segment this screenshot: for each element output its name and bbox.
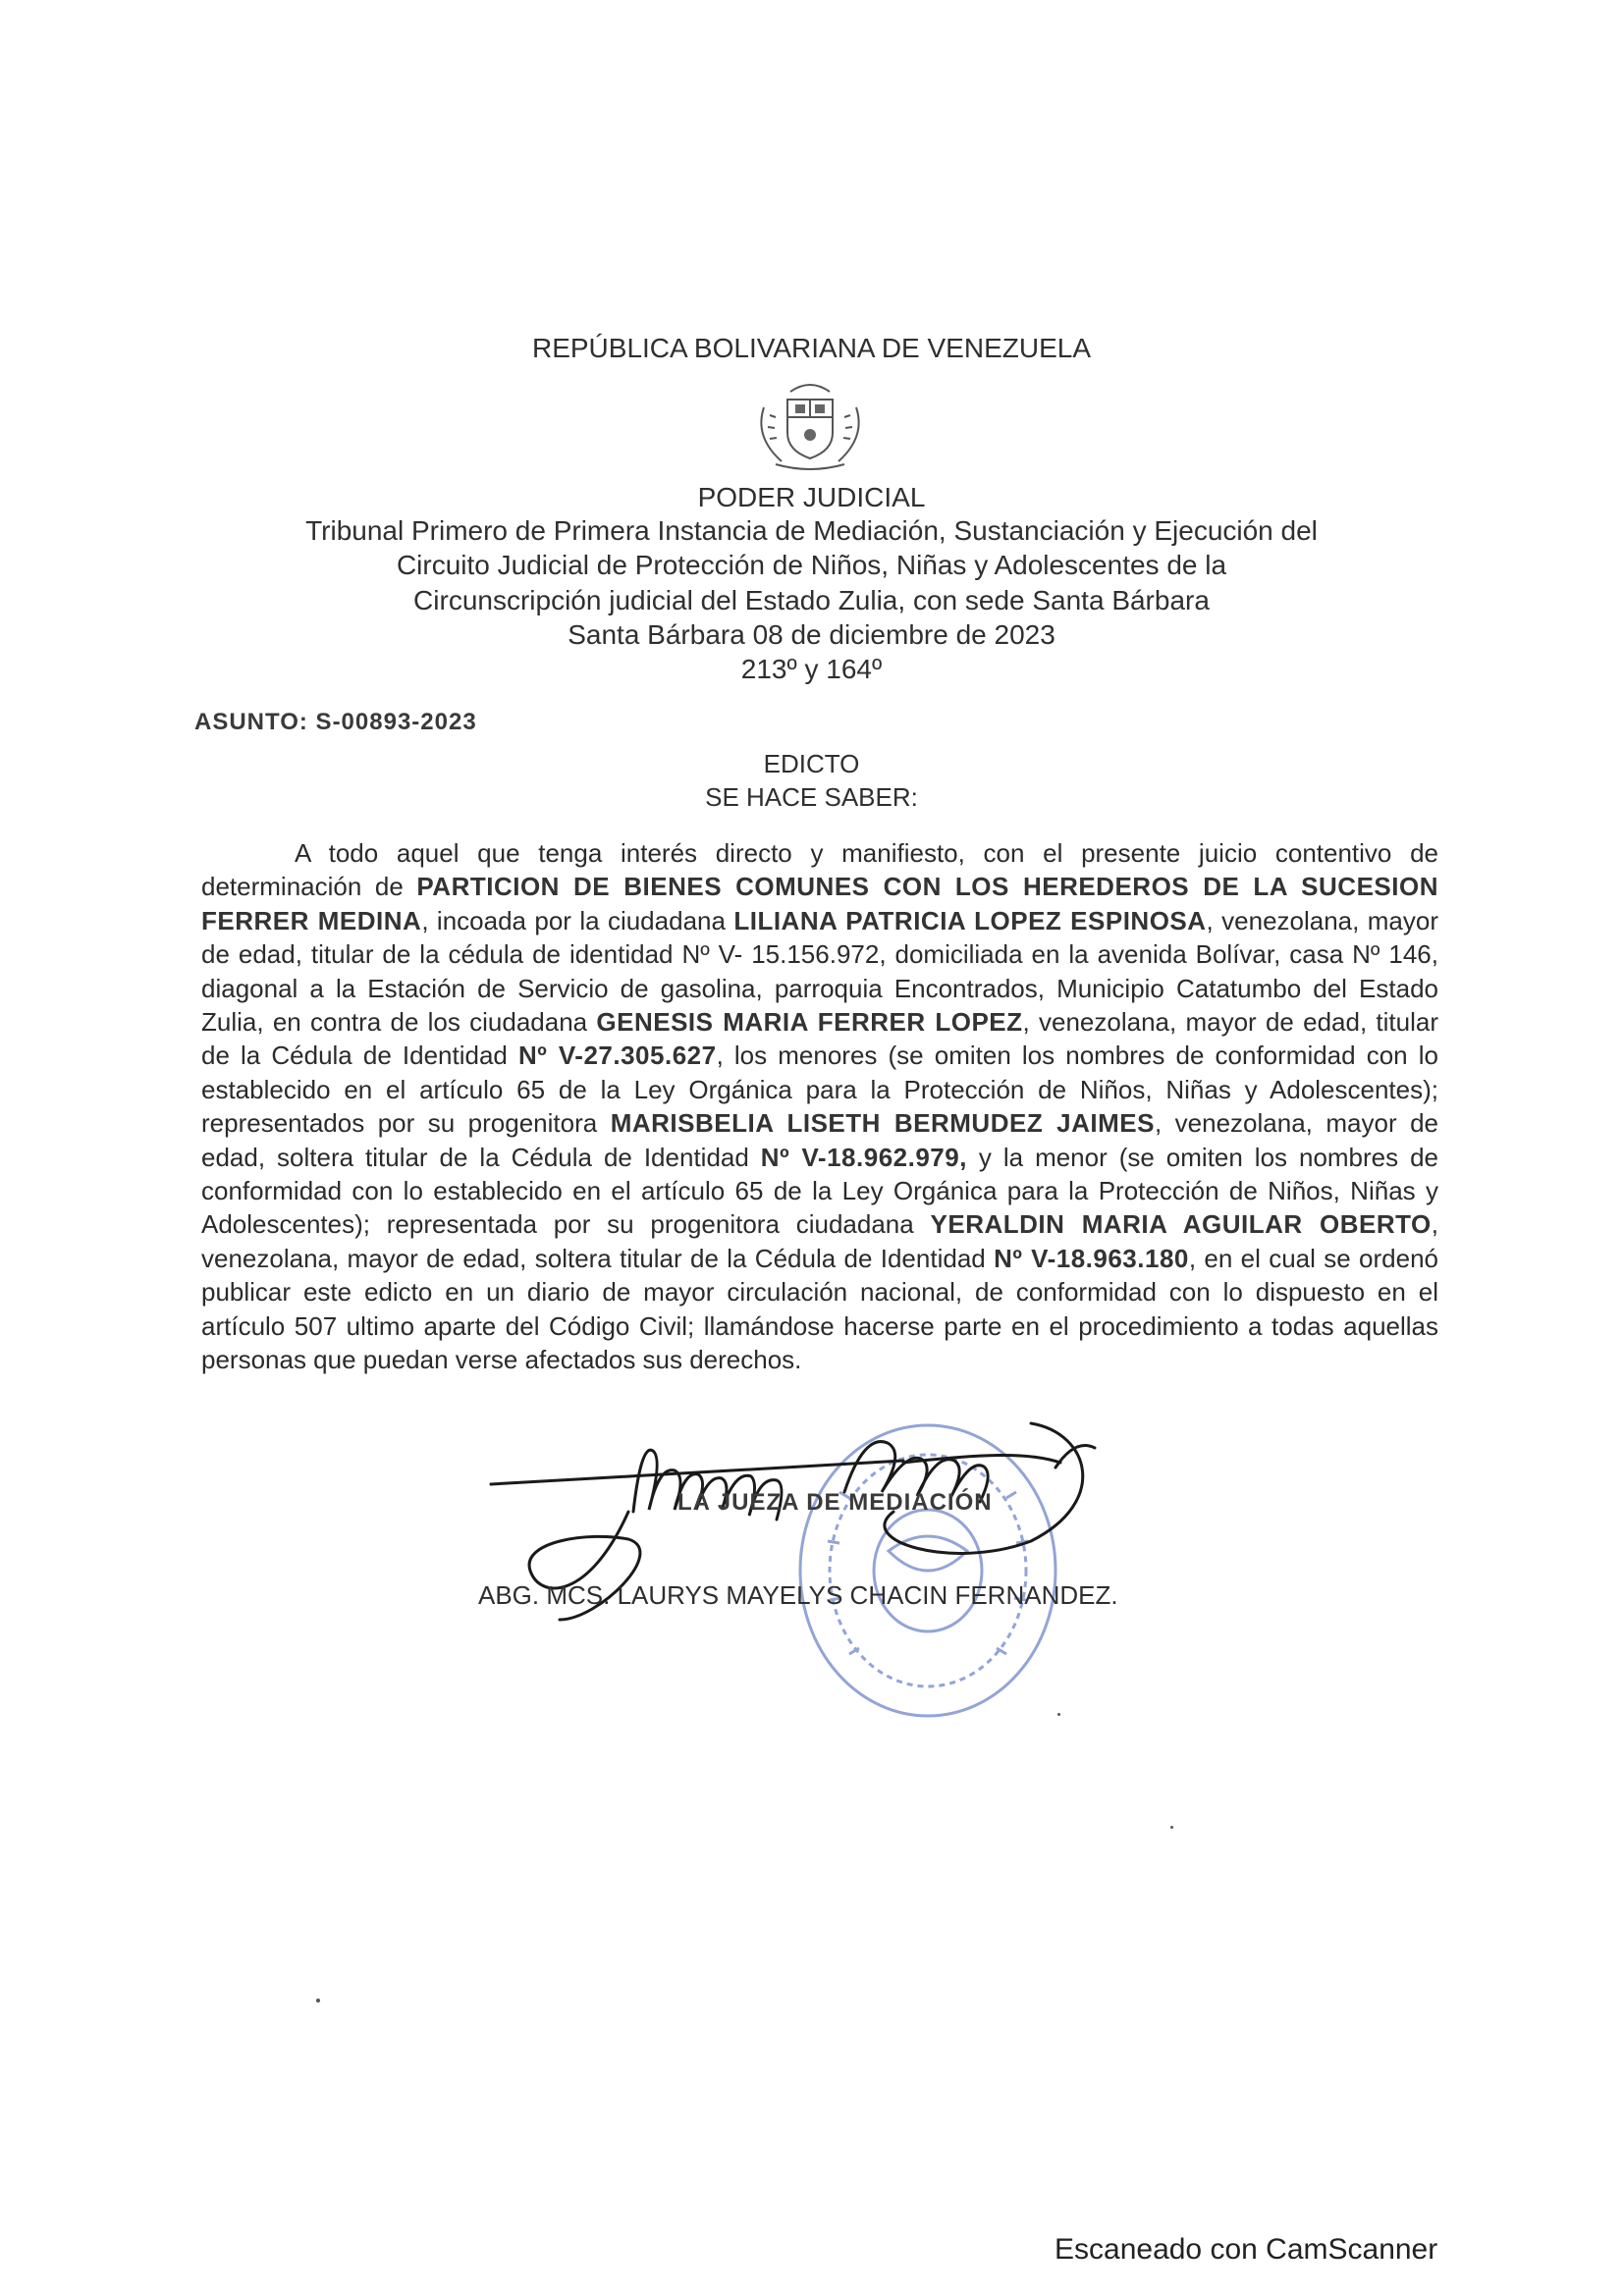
judicial-branch-heading: PODER JUDICIAL	[697, 482, 926, 512]
notice-heading: SE HACE SABER:	[705, 782, 918, 812]
scan-speck	[1170, 1826, 1173, 1829]
body-text-9: , en el cual se ordenó publicar este edicto en un diario de mayor circulación nacional, de conformidad con lo dispuesto en el artículo 507 ultimo aparte del Código Civil; llamándose hacerse parte en el procedimiento a todas aquellas personas que puedan verse afectados sus derechos.	[201, 1243, 1438, 1375]
court-name-line-1: Tribunal Primero de Primera Instancia de Mediación, Sustanciación y Ejecución del	[305, 515, 1318, 546]
edict-body	[201, 836, 1438, 1377]
mother-2-name: YERALDIN MARIA AGUILAR OBERTO	[930, 1209, 1432, 1240]
case-number: ASUNTO: S-00893-2023	[194, 709, 477, 735]
body-text-7: y la menor (se omiten los nombres de conformidad con lo establecido en el artículo 65 de la Ley Orgánica para la Protección de Niños, Niñas y Adolescentes); representada por su progenitora ciudadana	[201, 1142, 1439, 1240]
body-text-1: A todo aquel que tenga interés directo y manifiesto, con el presente juicio contentivo de determinación de	[201, 838, 1438, 902]
plaintiff-name: LILIANA PATRICIA LOPEZ ESPINOSA	[733, 905, 1207, 935]
court-name-line-2: Circuito Judicial de Protección de Niños, Niñas y Adolescentes de la	[396, 550, 1227, 580]
case-subject: PARTICION DE BIENES COMUNES CON LOS HEREDEROS DE LA SUCESION FERRER MEDINA	[201, 872, 1438, 935]
body-text-2: , incoada por la ciudadana	[421, 905, 726, 935]
republic-heading: REPÚBLICA BOLIVARIANA DE VENEZUELA	[531, 333, 1091, 363]
document-type: EDICTO	[763, 749, 860, 778]
body-text-4: , venezolana, mayor de edad, titular de la Cédula de Identidad	[201, 1007, 1438, 1071]
body-text-6: , venezolana, mayor de edad, soltera titular de la Cédula de Identidad	[201, 1108, 1438, 1172]
court-name-line-3: Circunscripción judicial del Estado Zulia, con sede Santa Bárbara	[413, 585, 1210, 615]
document-date: Santa Bárbara 08 de diciembre de 2023	[568, 619, 1055, 650]
scan-speck	[1057, 1713, 1060, 1716]
scan-speck	[316, 1999, 320, 2002]
mother-1-id: Nº V-18.962.979,	[760, 1142, 967, 1172]
body-text-3: , venezolana, mayor de edad, titular de la cédula de identidad Nº V- 15.156.972, domiciliada en la avenida Bolívar, casa Nº 146, diagonal a la Estación de Servicio de gasolina, parroquia Encontrados, Municipio Catatumbo del Estado Zulia, en contra de los ciudadana	[201, 905, 1438, 1038]
body-text-5: , los menores (se omiten los nombres de conformidad con lo establecido en el artículo 65 de la Ley Orgánica para la Protección de Niños, Niñas y Adolescentes); representados por su progenitora	[201, 1041, 1438, 1139]
mother-1-name: MARISBELIA LISETH BERMUDEZ JAIMES	[610, 1108, 1155, 1139]
scanner-watermark: Escaneado con CamScanner	[1055, 2233, 1438, 2266]
mother-2-id: Nº V-18.963.180	[994, 1243, 1189, 1273]
years-line: 213º y 164º	[740, 654, 883, 684]
coat-of-arms-icon	[736, 378, 884, 476]
judge-name: ABG. MCS. LAURYS MAYELYS CHACIN FERNANDEZ.	[478, 1580, 1118, 1610]
judge-signature-icon	[481, 1394, 1227, 1728]
judge-title: LA JUEZA DE MEDIACIÓN	[677, 1489, 993, 1516]
defendant-name: GENESIS MARIA FERRER LOPEZ	[596, 1007, 1023, 1038]
body-text-8: , venezolana, mayor de edad, soltera titular de la Cédula de Identidad	[201, 1209, 1438, 1273]
defendant-id: Nº V-27.305.627	[518, 1041, 717, 1071]
